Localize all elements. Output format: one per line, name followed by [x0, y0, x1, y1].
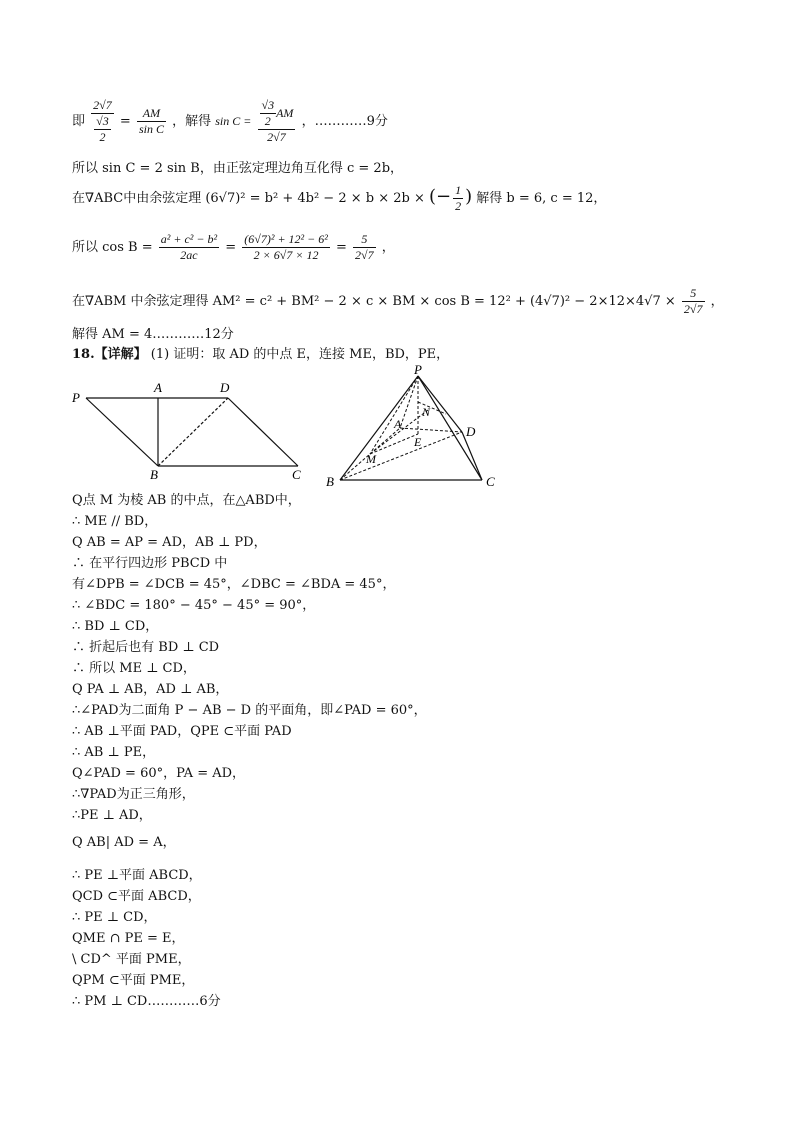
- label-c: C: [292, 467, 301, 482]
- proof-line: ∴ ME // BD，: [72, 514, 158, 529]
- parallelogram-figure: [68, 378, 318, 483]
- fraction-denominator: 2√7: [267, 130, 286, 144]
- proof-line: QPM ⊂平面 PME，: [72, 973, 195, 988]
- inner-numerator: √3: [261, 98, 275, 112]
- cosine-law-text: 在∇ABC中由余弦定理 (6√7)² = b² + 4b² − 2 × b × 2b ×: [72, 191, 425, 206]
- proof-line: ∴∠PAD为二面角 P − AB − D 的平面角，即∠PAD = 60°，: [72, 703, 427, 718]
- equals-sign: =: [225, 240, 237, 255]
- proof-line: Q AB| AD = A，: [72, 835, 176, 850]
- fraction-rhs: [137, 106, 166, 137]
- fraction-sin-c: [258, 98, 296, 145]
- inner-denominator: 2: [264, 114, 271, 128]
- fraction-denominator: [91, 114, 114, 145]
- pyramid-figure: [318, 362, 508, 492]
- eq-line-6: 解得 AM = 4…………12分: [72, 327, 234, 342]
- proof-line: ∴ 折起后也有 BD ⊥ CD: [72, 640, 220, 655]
- proof-line: ∴ PM ⊥ CD…………6分: [72, 994, 221, 1009]
- proof-line: Q点 M 为棱 AB 的中点，在△ABD中，: [72, 493, 301, 508]
- inner-numerator: √3: [96, 114, 109, 128]
- proof-line: ∴ PE ⊥平面 ABCD，: [72, 868, 202, 883]
- problem-number: 18.【详解】: [72, 347, 147, 362]
- label-b: B: [326, 474, 334, 489]
- numerator-tail: AM: [276, 106, 294, 120]
- score-marker: ，…………9分: [301, 114, 388, 129]
- proof-line: ∴ AB ⊥ PE，: [72, 745, 156, 760]
- fraction-denominator: 2 × 6√7 × 12: [253, 248, 319, 262]
- label-n: N: [422, 405, 431, 419]
- proof-line: QME ∩ PE = E，: [72, 931, 185, 946]
- text-prefix: 即: [72, 114, 86, 129]
- label-m: M: [366, 452, 376, 466]
- proof-line: Q AB = AP = AD，AB ⊥ PD，: [72, 535, 267, 550]
- equals-sign: =: [336, 240, 347, 255]
- proof-line: Q∠PAD = 60°，PA = AD，: [72, 766, 246, 781]
- proof-line: ∴∇PAD为正三角形，: [72, 787, 195, 802]
- fraction-numerator: 2√7: [93, 98, 112, 112]
- fraction-denominator: 2√7: [683, 302, 703, 316]
- proof-line: Q PA ⊥ AB，AD ⊥ AB，: [72, 682, 229, 697]
- label-p: P: [72, 390, 80, 405]
- fraction-numerator: (6√7)² + 12² − 6²: [244, 232, 328, 246]
- eq-line-1: [72, 98, 388, 145]
- proof-line: ∴ ∠BDC = 180° − 45° − 45° = 90°，: [72, 598, 316, 613]
- proof-line: 有∠DPB = ∠DCB = 45°，∠DBC = ∠BDA = 45°，: [72, 577, 396, 592]
- text-solve: ，解得: [172, 114, 212, 129]
- label-d: D: [466, 424, 476, 439]
- proof-line: ∴ AB ⊥平面 PAD，QPE ⊂平面 PAD: [72, 724, 292, 739]
- fraction-cos-result: [353, 232, 376, 263]
- fraction-numerator: 1: [455, 183, 462, 197]
- label-e: E: [414, 435, 422, 449]
- am-cosine-law-text: 在∇ABM 中余弦定理得 AM² = c² + BM² − 2 × c × BM × cos B = 12² + (4√7)² − 2×12×4√7 ×: [72, 294, 676, 309]
- proof-intro: (1) 证明：取 AD 的中点 E，连接 ME，BD，PE，: [150, 347, 450, 362]
- fraction-cos-formula: [159, 232, 219, 263]
- label-c: C: [486, 474, 495, 489]
- fraction-numerator: a² + c² − b²: [160, 232, 218, 246]
- proof-line: \ CD^ 平面 PME，: [72, 952, 191, 967]
- fraction-lhs: [91, 98, 114, 145]
- cos-b-label: 所以 cos B =: [72, 240, 153, 255]
- fraction-cos-b: [682, 286, 705, 317]
- proof-line: ∴PE ⊥ AD，: [72, 808, 152, 823]
- proof-line: ∴ BD ⊥ CD，: [72, 619, 159, 634]
- inner-denominator: 2: [99, 130, 106, 144]
- eq-line-2: 所以 sin C = 2 sin B，由正弦定理边角互化得 c = 2b，: [72, 161, 404, 176]
- fraction-denominator: 2√7: [355, 248, 374, 262]
- fraction-numerator: 5: [353, 232, 376, 248]
- eq-line-4: [72, 232, 395, 263]
- equals-sign: =: [119, 114, 131, 129]
- fraction-denominator: sin C: [138, 122, 164, 136]
- proof-line: ∴ 所以 ME ⊥ CD，: [72, 661, 196, 676]
- fraction-half: [453, 183, 463, 214]
- comma: ，: [381, 240, 395, 255]
- fraction-cos-substituted: [242, 232, 330, 263]
- label-p: P: [414, 362, 422, 377]
- fraction-numerator: 5: [682, 286, 705, 302]
- fraction-denominator: 2ac: [180, 248, 198, 262]
- eq-line-3: 在∇ABC中由余弦定理 (6√7)² = b² + 4b² − 2 × b × 2b × (− $\frac{1}{2}$ ) 解得 b = 6, c = 12，: [72, 183, 607, 213]
- comma: ，: [710, 294, 724, 309]
- fraction-denominator: 2: [455, 199, 462, 213]
- label-a: A: [154, 380, 162, 395]
- proof-line: ∴ PE ⊥ CD，: [72, 910, 157, 925]
- proof-line: QCD ⊂平面 ABCD，: [72, 889, 201, 904]
- fraction-numerator: [258, 98, 296, 130]
- label-d: D: [220, 380, 230, 395]
- solution-text: 解得 b = 6, c = 12，: [476, 191, 607, 206]
- fraction-numerator: AM: [137, 106, 166, 122]
- eq-line-5: [72, 286, 724, 317]
- label-a: A: [394, 417, 402, 431]
- proof-line: ∴ 在平行四边形 PBCD 中: [72, 556, 228, 571]
- label-b: B: [150, 467, 158, 482]
- sin-c-label: sin C =: [215, 114, 252, 128]
